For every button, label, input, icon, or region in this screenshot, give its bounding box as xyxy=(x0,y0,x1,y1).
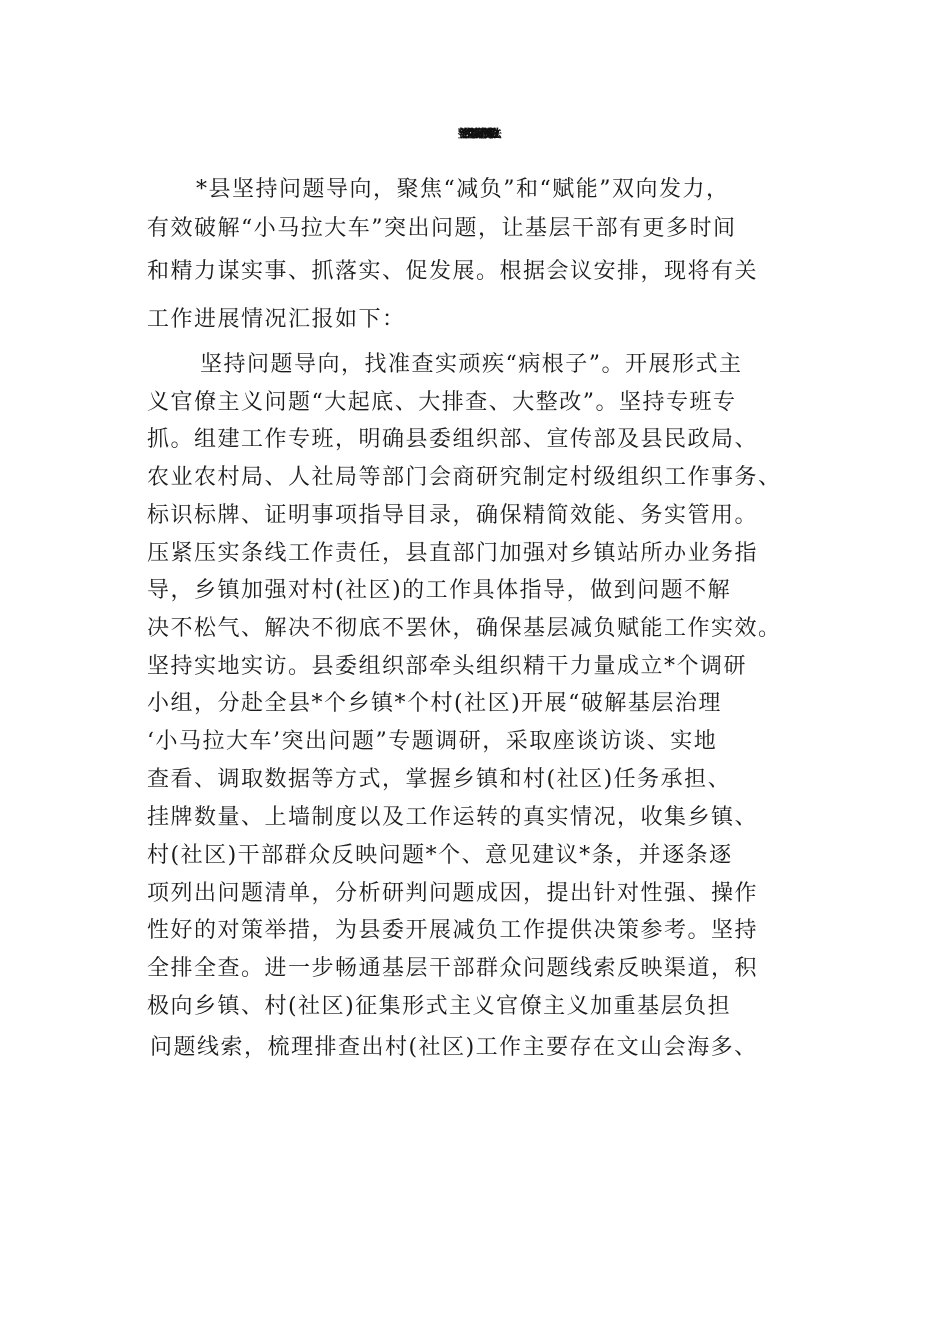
text-line: *县坚持问题导向，聚焦“减负”和“赋能”双向发力， xyxy=(196,177,730,202)
text-line: 坚持实地实访。县委组织部牵头组织精干力量成立*个调研 xyxy=(147,654,748,679)
text-line: 标识标牌、证明事项指导目录，确保精简效能、务实管用。 xyxy=(147,503,759,528)
text-line: 小组，分赴全县*个乡镇*个村(社区)开展“破解基层治理 xyxy=(147,691,722,716)
text-line: 性好的对策举措，为县委开展减负工作提供决策参考。坚持 xyxy=(147,918,759,943)
text-line: 压紧压实条线工作责任，县直部门加强对乡镇站所办业务指 xyxy=(147,541,759,566)
text-line: 有效破解“小马拉大车”突出问题，让基层干部有更多时间 xyxy=(147,216,737,241)
text-line: 全排全查。进一步畅通基层干部群众问题线索反映渠道，积 xyxy=(147,956,759,981)
text-line: 坚持问题导向，找准查实顽疾“病根子”。开展形式主 xyxy=(200,352,743,377)
text-line: 问题线索，梳理排查出村(社区)工作主要存在文山会海多、 xyxy=(150,1035,758,1060)
text-line: 决不松气、解决不彻底不罢休，确保基层减负赋能工作实效。 xyxy=(147,616,782,641)
text-line: 村(社区)干部群众反映问题*个、意见建议*条，并逐条逐 xyxy=(147,843,733,868)
text-line: 工作进展情况汇报如下： xyxy=(147,307,406,332)
text-line: 导，乡镇加强对村(社区)的工作具体指导，做到问题不解 xyxy=(147,578,732,603)
text-line: 查看、调取数据等方式，掌握乡镇和村(社区)任务承担、 xyxy=(147,767,732,792)
text-line: 和精力谋实事、抓落实、促发展。根据会议安排，现将有关 xyxy=(147,259,759,284)
text-line: 农业农村局、人社局等部门会商研究制定村级组织工作事务、 xyxy=(147,465,782,490)
text-line: 抓。组建工作专班，明确县委组织部、宣传部及县民政局、 xyxy=(147,427,759,452)
text-line: 义官僚主义问题“大起底、大排查、大整改”。坚持专班专 xyxy=(147,390,737,415)
text-line: 项列出问题清单，分析研判问题成因，提出针对性强、操作 xyxy=(147,881,759,906)
text-line: ‘小马拉大车’突出问题”专题调研，采取座谈访谈、实地 xyxy=(147,729,718,754)
document-title: 整治形式主义为基层减负专项工作机制亮点经验做法 xyxy=(457,127,493,140)
text-line: 极向乡镇、村(社区)征集形式主义官僚主义加重基层负担 xyxy=(147,994,732,1019)
text-line: 挂牌数量、上墙制度以及工作运转的真实情况，收集乡镇、 xyxy=(147,805,759,830)
